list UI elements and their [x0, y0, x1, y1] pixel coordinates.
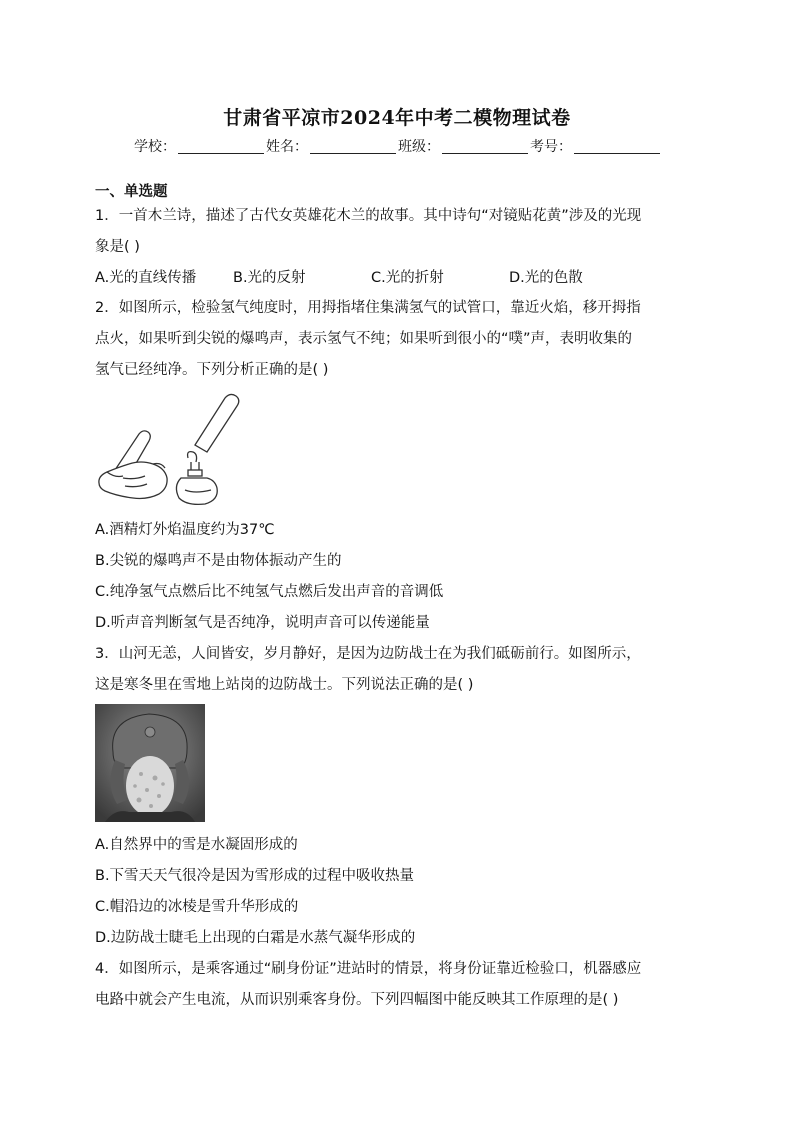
q3-option-d[interactable]: D.边防战士睫毛上出现的白霜是水蒸气凝华形成的 [95, 930, 416, 946]
alcohol-lamp-icon [176, 452, 217, 505]
section-heading: 一、单选题 [95, 184, 168, 200]
school-label: 学校： [134, 139, 176, 155]
number-label: 考号： [530, 139, 572, 155]
q1-stem-line1: 1．一首木兰诗，描述了古代女英雄花木兰的故事。其中诗句“对镜贴花黄”涉及的光现 [95, 208, 642, 224]
q2-stem-line2: 点火，如果听到尖锐的爆鸣声，表示氢气不纯；如果听到很小的“噗”声，表明收集的 [95, 331, 633, 347]
q1-option-b[interactable]: B.光的反射 [233, 270, 306, 286]
q2-stem-line1: 2．如图所示，检验氢气纯度时，用拇指堵住集满氢气的试管口，靠近火焰，移开拇指 [95, 300, 641, 316]
q2-option-d[interactable]: D.听声音判断氢气是否纯净，说明声音可以传递能量 [95, 615, 430, 631]
school-field[interactable] [134, 136, 264, 156]
name-label: 姓名： [266, 139, 308, 155]
soldier-photo [95, 704, 205, 822]
q2-option-c[interactable]: C.纯净氢气点燃后比不纯氢气点燃后发出声音的音调低 [95, 584, 444, 600]
exam-title: 甘肃省平凉市2024年中考二模物理试卷 [223, 107, 571, 129]
q1-options [95, 268, 583, 288]
class-label: 班级： [398, 139, 440, 155]
name-field[interactable] [266, 136, 396, 156]
q1-option-c[interactable]: C.光的折射 [371, 270, 444, 286]
student-info-line [0, 136, 794, 156]
class-blank[interactable] [442, 139, 528, 154]
q1-stem-line2: 象是( ) [95, 239, 140, 255]
hand-with-tube-icon [99, 431, 167, 499]
class-field[interactable] [398, 136, 528, 156]
number-blank[interactable] [574, 139, 660, 154]
number-field[interactable] [530, 136, 660, 156]
q4-stem-line2: 电路中就会产生电流，从而识别乘客身份。下列四幅图中能反映其工作原理的是( ) [95, 992, 619, 1008]
hydrogen-test-figure [95, 390, 255, 510]
q3-option-a[interactable]: A.自然界中的雪是水凝固形成的 [95, 837, 298, 853]
q1-option-a[interactable]: A.光的直线传播 [95, 270, 197, 286]
q3-stem-line1: 3．山河无恙，人间皆安，岁月静好，是因为边防战士在为我们砥砺前行。如图所示， [95, 646, 641, 662]
school-blank[interactable] [178, 139, 264, 154]
q3-option-c[interactable]: C.帽沿边的冰棱是雪升华形成的 [95, 899, 299, 915]
q3-option-b[interactable]: B.下雪天天气很冷是因为雪形成的过程中吸收热量 [95, 868, 415, 884]
q2-option-b[interactable]: B.尖锐的爆鸣声不是由物体振动产生的 [95, 553, 342, 569]
test-tube-icon [195, 394, 239, 452]
q1-option-d[interactable]: D.光的色散 [509, 270, 583, 286]
q3-stem-line2: 这是寒冬里在雪地上站岗的边防战士。下列说法正确的是( ) [95, 677, 474, 693]
q4-stem-line1: 4．如图所示，是乘客通过“刷身份证”进站时的情景，将身份证靠近检验口，机器感应 [95, 961, 642, 977]
q2-stem-line3: 氢气已经纯净。下列分析正确的是( ) [95, 362, 329, 378]
name-blank[interactable] [310, 139, 396, 154]
q2-option-a[interactable]: A.酒精灯外焰温度约为37℃ [95, 522, 275, 538]
